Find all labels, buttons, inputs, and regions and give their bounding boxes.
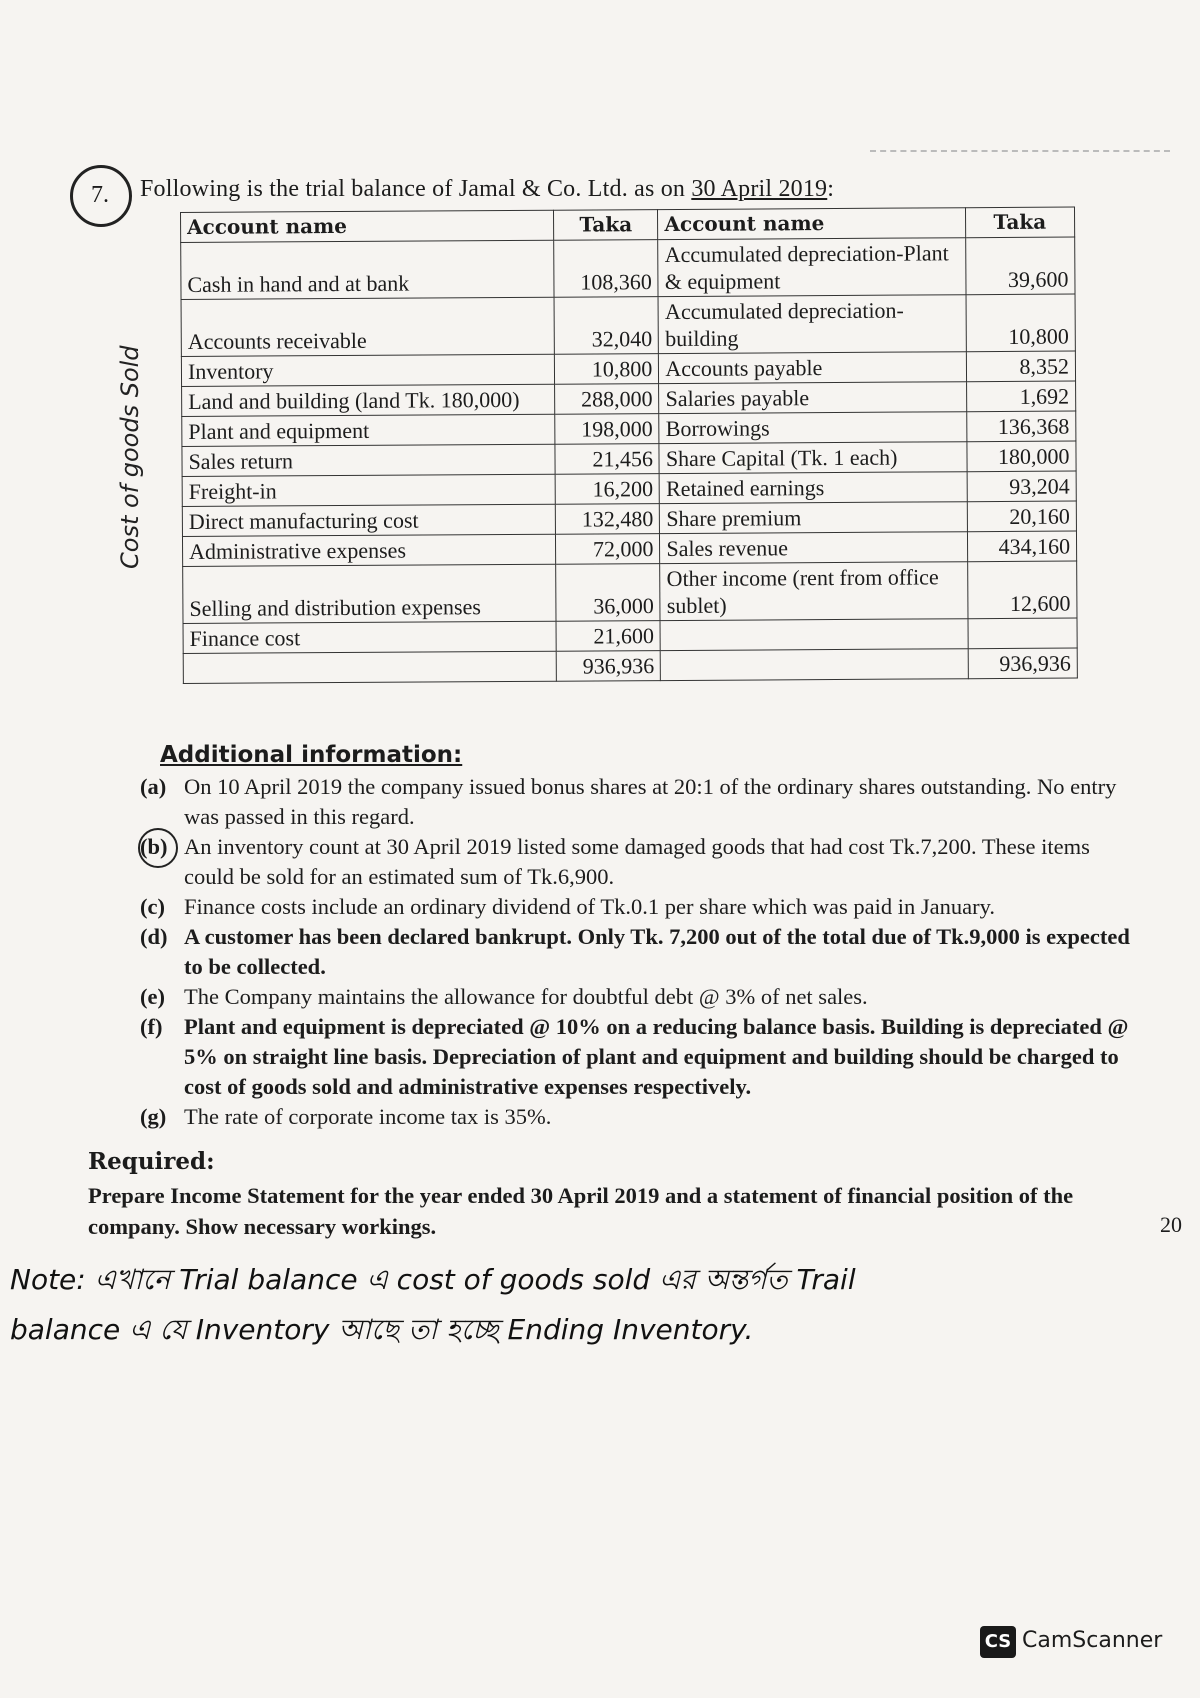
additional-info-list — [140, 772, 1140, 1132]
table-row: Selling and distribution expenses 36,000 Other income (rent from office sublet) 12,600 — [183, 561, 1077, 623]
table-row: Freight-in 16,200 Retained earnings 93,204 — [182, 471, 1076, 506]
camscanner-watermark: CamScanner — [1022, 1628, 1163, 1653]
list-item: (c) Finance costs include an ordinary dividend of Tk.0.1 per share which was paid in January. — [140, 894, 996, 919]
table-row: Administrative expenses 72,000 Sales revenue 434,160 — [182, 531, 1076, 566]
list-item: (g) The rate of corporate income tax is 35%. — [140, 1104, 552, 1129]
table-row: Land and building (land Tk. 180,000) 288,000 Salaries payable 1,692 — [182, 381, 1076, 416]
table-row: Cash in hand and at bank 108,360 Accumulated depreciation-Plant & equipment 39,600 — [181, 237, 1075, 299]
question-intro: Following is the trial balance of Jamal & Co. Ltd. as on 30 April 2019: — [140, 176, 835, 202]
total-credit: 936,936 — [968, 648, 1078, 679]
table-row: Finance cost 21,600 — [183, 618, 1077, 653]
header-account-name-dr: Account name — [181, 210, 554, 242]
header-taka-dr: Taka — [553, 210, 658, 241]
handwritten-note-line-2: balance এ যে Inventory আছে তা হচ্ছে Ending Inventory. — [10, 1313, 754, 1346]
list-item: (f) Plant and equipment is depreciated @ 10% on a reducing balance basis. Building is depreciated @ 5% on straight line basis. Depreciation of plant and equipment and building should be charged to cost of goods sold and administrative expenses respectively. — [140, 1014, 1129, 1099]
additional-info-title: Additional information: — [160, 742, 463, 768]
list-item: (e) The Company maintains the allowance for doubtful debt @ 3% of net sales. — [140, 984, 868, 1009]
table-row: Sales return 21,456 Share Capital (Tk. 1 each) 180,000 — [182, 441, 1076, 476]
marks: 20 — [1160, 1212, 1182, 1237]
list-item: (a) On 10 April 2019 the company issued bonus shares at 20:1 of the ordinary shares outstanding. No entry was passed in this regard. — [140, 774, 1117, 829]
header-taka-cr: Taka — [965, 207, 1075, 238]
intro-date: 30 April 2019 — [691, 176, 828, 202]
table-row: Inventory 10,800 Accounts payable 8,352 — [181, 351, 1075, 386]
table-row: Direct manufacturing cost 132,480 Share premium 20,160 — [182, 501, 1076, 536]
camscanner-logo-icon: CS — [980, 1626, 1016, 1658]
top-dashed-line — [870, 150, 1170, 152]
required-text: Prepare Income Statement for the year ended 30 April 2019 and a statement of financial position of the company. Show necessary workings. — [88, 1183, 1074, 1239]
list-item: (b) An inventory count at 30 April 2019 listed some damaged goods that had cost Tk.7,200. These items could be sold for an estimated sum of Tk.6,900. — [140, 832, 1140, 892]
table-total-row — [183, 648, 1077, 683]
list-item: (d) A customer has been declared bankrupt. Only Tk. 7,200 out of the total due of Tk.9,000 is expected to be collected. — [140, 924, 1130, 979]
table-row: Accounts receivable 32,040 Accumulated depreciation-building 10,800 — [181, 294, 1075, 356]
trial-balance-table — [180, 207, 1078, 684]
header-account-name-cr: Account name — [658, 208, 965, 240]
table-row: Plant and equipment 198,000 Borrowings 136,368 — [182, 411, 1076, 446]
handwritten-note — [10, 1255, 1190, 1355]
handwritten-note-line-1: Note: এখানে Trial balance এ cost of goods sold এর অন্তর্গত Trail — [10, 1263, 856, 1296]
required-title: Required: — [88, 1148, 215, 1175]
question-number: 7. — [91, 182, 109, 208]
margin-handwritten-note: Cost of goods Sold — [116, 345, 144, 569]
total-debit: 936,936 — [556, 651, 661, 682]
question-number-circle — [70, 165, 132, 227]
